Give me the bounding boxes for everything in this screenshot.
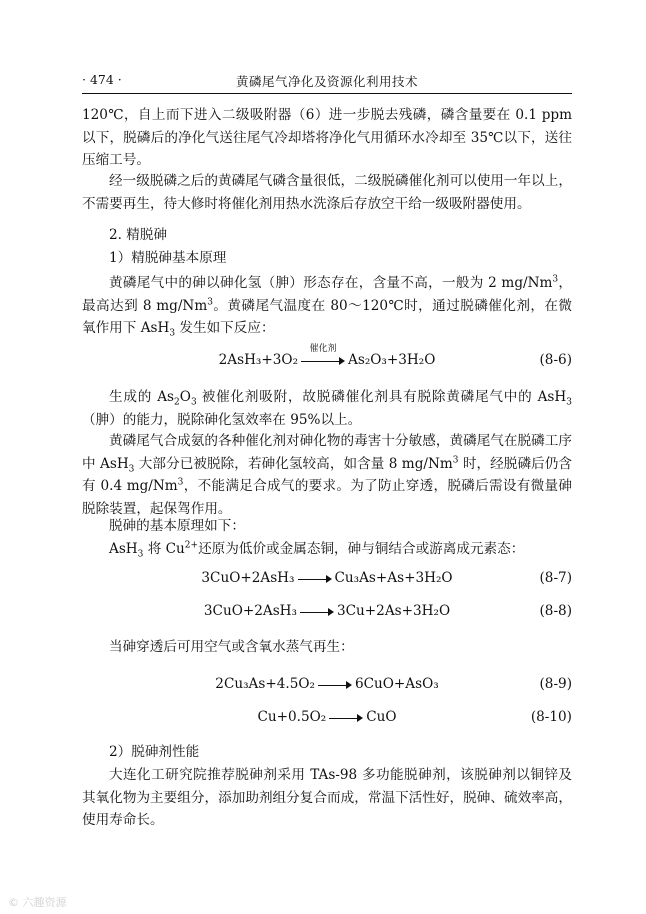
book-title: 黄磷尾气净化及资源化利用技术 [235,74,418,89]
equation-formula: 2Cu₃As+4.5O₂ 6CuO+AsO₃ [215,676,439,692]
reaction-arrow-icon [318,679,352,691]
paragraph-5: 黄磷尾气合成氨的各种催化剂对砷化物的毒害十分敏感，黄磷尾气在脱磷工序中 AsH$_3$ 大部分已被脱除，若砷化氢较高，如含量 8 mg/Nm$^3$ 时，经脱磷后仍含有 0.4 mg/Nm$^3$，不能满足合成气的要求。为了防止穿透，脱磷后需设有微量砷脱除装置，起保驾作用。 [82,433,573,517]
equation-formula: 3CuO+2AsH₃ 3Cu+2As+3H₂O [203,603,451,619]
watermark: © 六趣资源 [8,896,67,909]
equation-8-8 [82,603,572,625]
equation-formula: Cu+0.5O₂ CuO [257,709,397,725]
paragraph-8: 当砷穿透后可用空气或含氧水蒸气再生： [109,639,354,655]
paragraph-9: 大连化工研究院推荐脱砷剂采用 TAs-98 多功能脱砷剂，该脱砷剂以铜锌及其氧化物为主要组分，添加助剂组分复合而成，常温下活性好，脱砷、硫效率高，使用寿命长。 [82,767,572,828]
equation-number: (8-7) [539,570,572,586]
reaction-arrow-icon: 催化剂 [301,355,345,367]
paragraph-2: 经一级脱磷之后的黄磷尾气磷含量很低，二级脱磷催化剂可以使用一年以上，不需要再生，待大修时将催化剂用热水洗涤后存放空干给一级吸附器使用。 [82,173,572,212]
paragraph-6: 脱砷的基本原理如下： [109,518,245,534]
equation-number: (8-10) [530,709,572,725]
equation-8-10 [82,709,572,731]
reaction-arrow-icon [300,606,334,618]
subsection-heading-2: 2）脱砷剂性能 [109,744,200,760]
reaction-arrow-icon [298,573,332,585]
equation-number: (8-9) [539,676,572,692]
equation-8-9 [82,676,572,698]
paragraph-1: 120℃，自上而下进入二级吸附器（6）进一步脱去残磷，磷含量要在 0.1 ppm 以下，脱磷后的净化气送往尾气冷却塔将净化气用循环水冷却至 35℃以下，送往压缩工号。 [82,107,572,168]
subsection-heading-1: 1）精脱砷基本原理 [109,250,227,266]
paragraph-4: 生成的 $As_2O_3$ 被催化剂吸附，故脱磷催化剂具有脱除黄磷尾气中的 AsH$_3$（胂）的能力，脱除砷化氢效率在 95%以上。 [82,389,572,428]
equation-8-7 [82,570,572,592]
reaction-arrow-icon [329,712,363,724]
equation-formula: 3CuO+2AsH₃ Cu₃As+As+3H₂O [201,570,453,586]
header-rule [82,93,572,94]
page-number: · 474 · [82,72,122,87]
running-header [82,72,572,92]
equation-number: (8-6) [539,352,572,368]
equation-number: (8-8) [539,603,572,619]
section-heading: 2. 精脱砷 [109,227,168,243]
equation-formula: 2AsH₃+3O₂ 催化剂 As₂O₃+3H₂O [218,343,436,368]
equation-8-6 [82,343,572,374]
paragraph-7: AsH$_3$ 将 $Cu^{2+}$还原为低价或金属态铜，砷与铜结合或游离成元素态： [109,540,525,560]
paragraph-3: 黄磷尾气中的砷以砷化氢（胂）形态存在，含量不高，一般为 2 mg/Nm$^3$，最高达到 8 mg/Nm$^3$。黄磷尾气温度在 80～120℃时，通过脱磷催化剂，在微氧作用下 AsH$_3$ 发生如下反应： [82,274,572,339]
